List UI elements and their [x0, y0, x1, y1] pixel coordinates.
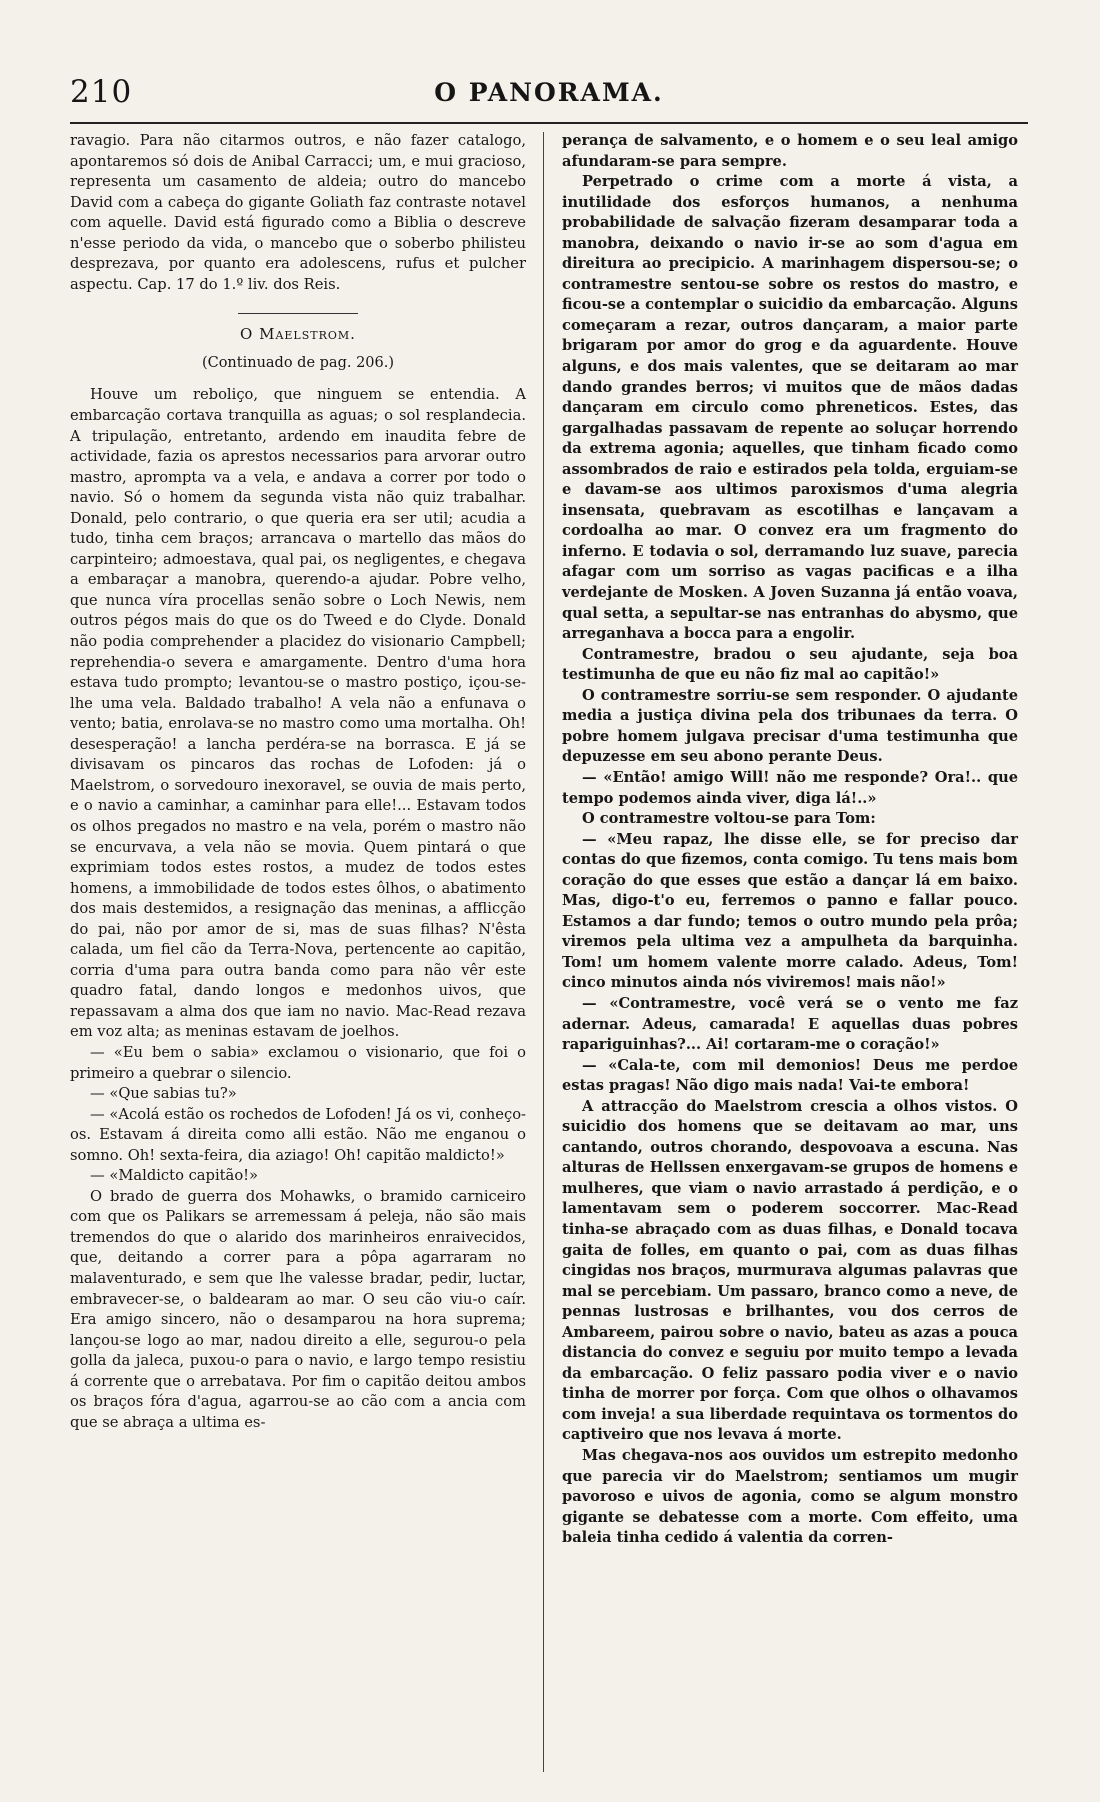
paragraph: — «Contramestre, você verá se o vento me faz adernar. Adeus, camarada! E aquellas duas pobres rapariguinhas?... Ai! cortaram-me o coração!» [562, 994, 1018, 1054]
paragraph: — «Maldicto capitão!» [90, 1167, 259, 1185]
paragraph: Mas chegava-nos aos ouvidos um estrepito medonho que parecia vir do Maelstrom; sentiamos um mugir pavoroso e uivos de agonia, como se algum monstro gigante se debatesse com a morte. Com effeito, uma baleia tinha cedido á valentia da corren- [562, 1447, 1018, 1547]
page-header [70, 74, 1028, 120]
intro-paragraph: ravagio. Para não citarmos outros, e não fazer catalogo, apontaremos só dois de Anibal Carracci; um, e mui gracioso, representa um casamento de aldeia; outro do mancebo David com a cabeça do gigante Goliath faz contraste notavel com aquelle. David está figurado como a Biblia o descreve n'esse periodo da vida, o mancebo que o soberbo philisteu desprezava, por quanto era adolescens, rufus et pulcher aspectu. Cap. 17 do 1.º liv. dos Reis. [70, 132, 526, 293]
left-column [70, 131, 526, 1433]
paragraph: Houve um reboliço, que ninguem se entendia. A embarcação cortava tranquilla as aguas; o sol resplandecia. A tripulação, entretanto, ardendo em inaudita febre de actividade, fazia os aprestos necessarios para arvorar outro mastro, aprompta va a vela, e andava a correr por todo o navio. Só o homem da segunda vista não quiz trabalhar. Donald, pelo contrario, o que queria era ser util; acudia a tudo, tinha cem braços; arrancava o martello das mãos do carpinteiro; admoestava, qual pai, os negligentes, e chegava a embaraçar a manobra, querendo-a ajudar. Pobre velho, que nunca víra procellas senão sobre o Loch Newis, nem outros pégos mais do que os do Tweed e do Clyde. Donald não podia comprehender a placidez do visionario Campbell; reprehendia-o severa e amargamente. Dentro d'uma hora estava tudo prompto; levantou-se o mastro postiço, içou-se-lhe uma vela. Baldado trabalho! A vela não a enfunava o vento; batia, enrolava-se no mastro como uma mortalha. Oh! desesperação! a lancha perdéra-se na borrasca. E já se divisavam os pincaros das rochas de Lofoden: já o Maelstrom, o sorvedouro inexoravel, se ouvia de mais perto, e o navio a caminhar, a caminhar para elle!... Estavam todos os olhos pregados no mastro e na vela, porém o mastro não se encurvava, a vela não se movia. Quem pintará o que exprimiam todos estes rostos, a mudez de todos estes homens, a immobilidade de todos estes ôlhos, o abatimento dos mais destemidos, a resignação das meninas, a afflicção do pai, não por amor de si, mas de suas filhas? N'êsta calada, um fiel cão da Terra-Nova, pertencente ao capitão, corria d'uma para outra banda como para não vêr este quadro fatal, dando longos e medonhos uivos, que repassavam a alma dos que iam no navio. Mac-Read rezava em voz alta; as meninas estavam de joelhos. [70, 386, 526, 1041]
paragraph: Perpetrado o crime com a morte á vista, a inutilidade dos esforços humanos, a nenhuma probabilidade de salvação fizeram desamparar toda a manobra, deixando o navio ir-se ao som d'agua em direitura ao precipicio. A marinhagem dispersou-se; o contramestre sentou-se sobre os restos do mastro, e ficou-se a contemplar o suicidio da embarcação. Alguns começaram a rezar, outros dançaram, a maior parte brigaram por amor do grog e da aguardente. Houve alguns, e dos mais valentes, que se deitaram ao mar dando grandes berros; vi muitos que de mãos dadas dançaram em circulo como phreneticos. Estes, das gargalhadas passavam de repente ao soluçar horrendo da extrema agonia; aquelles, que tinham ficado como assombrados de raio e estirados pela tolda, erguiam-se e davam-se aos ultimos paroxismos d'uma alegria insensata, quebravam as escotilhas e lançavam a cordoalha ao mar. O convez era um fragmento do inferno. E todavia o sol, derramando luz suave, parecia afagar com um sorriso as vagas pacificas e a ilha verdejante de Mosken. A Joven Suzanna já então voava, qual setta, a sepultar-se nas entranhas do abysmo, que arreganhava a bocca para a engolir. [562, 173, 1018, 643]
paragraph: O contramestre voltou-se para Tom: [582, 810, 876, 828]
header-rule [70, 122, 1028, 124]
right-column [562, 131, 1018, 1549]
continuation-note: (Continuado de pag. 206.) [201, 354, 395, 371]
running-title: O PANORAMA. [434, 78, 664, 107]
paragraph: A attracção do Maelstrom crescia a olhos vistos. O suicidio dos homens que se deitavam ao mar, uns cantando, outros chorando, despovoava a escuna. Nas alturas de Hellssen enxergavam-se grupos de homens e mulheres, que viam o navio arrastado á perdição, e o lamentavam sem o poderem soccorrer. Mac-Read tinha-se abraçado com as duas filhas, e Donald tocava gaita de folles, em quanto o pai, com as duas filhas cingidas nos braços, murmurava algumas palavras que mal se percebiam. Um passaro, branco como a neve, de pennas lustrosas e brilhantes, vou dos cerros de Ambareem, pairou sobre o navio, bateu as azas a pouca distancia do convez e seguiu por muito tempo a levada da embarcação. O feliz passaro podia viver e o navio tinha de morrer por força. Com que olhos o olhavamos com inveja! a sua liberdade requintava os tormentos do captiveiro que nos levava á morte. [562, 1097, 1018, 1444]
section-divider [238, 313, 358, 314]
paragraph: — «Acolá estão os rochedos de Lofoden! Já os vi, conheço-os. Estavam á direita como alli estão. Não me enganou o somno. Oh! sexta-feira, dia aziago! Oh! capitão maldicto!» [70, 1105, 526, 1164]
paragraph: — «Que sabias tu?» [90, 1085, 237, 1103]
paragraph: — «Eu bem o sabia» exclamou o visionario, que foi o primeiro a quebrar o silencio. [70, 1043, 526, 1082]
paragraph: O brado de guerra dos Mohawks, o bramido carniceiro com que os Palikars se arremessam á peleja, não são mais tremendos do que o alarido dos marinheiros enraivecidos, que, deitando a correr para a pôpa agarraram no malaventurado, e sem que lhe valesse bradar, pedir, luctar, embravecer-se, o baldearam ao mar. O seu cão viu-o caír. Era amigo sincero, não o desamparou na hora suprema; lançou-se logo ao mar, nadou direito a elle, segurou-o pela golla da jaleca, puxou-o para o navio, e largo tempo resistiu á corrente que o arrebatava. Por fim o capitão deitou ambos os braços fóra d'agua, agarrou-se ao cão com a ancia com que se abraça a ultima es- [70, 1187, 526, 1431]
paragraph: — «Cala-te, com mil demonios! Deus me perdoe estas pragas! Não digo mais nada! Vai-te embora! [562, 1056, 1018, 1095]
page-number: 210 [70, 74, 133, 110]
column-divider [543, 132, 544, 1772]
paragraph: — «Então! amigo Will! não me responde? Ora!.. que tempo podemos ainda viver, diga lá!..» [562, 768, 1018, 807]
section-title: O Maelstrom. [240, 325, 356, 344]
paragraph-continuation: perança de salvamento, e o homem e o seu leal amigo afundaram-se para sempre. [562, 132, 1018, 170]
paragraph: — «Meu rapaz, lhe disse elle, se for preciso dar contas do que fizemos, conta comigo. Tu tens mais bom coração do que esses que estão a dançar lá em baixo. Mas, digo-t'o eu, ferremos o panno e fallar pouco. Estamos a dar fundo; temos o outro mundo pela prôa; viremos pela ultima vez a ampulheta da barquinha. Tom! um homem valente morre calado. Adeus, Tom! cinco minutos ainda nós viviremos! mais não!» [562, 830, 1018, 992]
paragraph: Contramestre, bradou o seu ajudante, seja boa testimunha de que eu não fiz mal ao capitão!» [562, 645, 1018, 684]
paragraph: O contramestre sorriu-se sem responder. O ajudante media a justiça divina pela dos tribunaes da terra. O pobre homem julgava precisar d'uma testimunha que depuzesse em seu abono perante Deus. [562, 686, 1018, 766]
